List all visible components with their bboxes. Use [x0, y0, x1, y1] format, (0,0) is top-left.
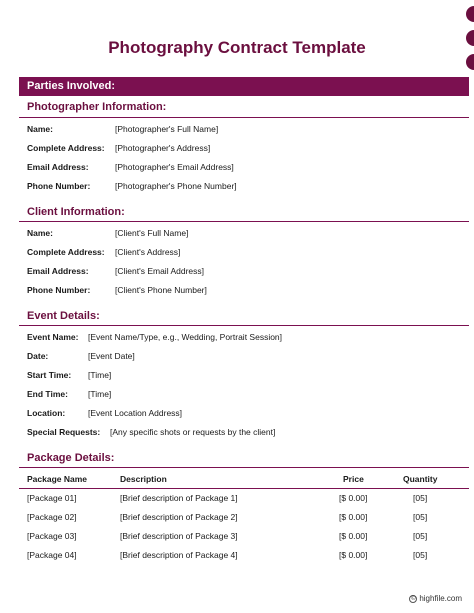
field-label: Complete Address:: [27, 247, 105, 257]
field-value: [Event Location Address]: [88, 408, 183, 418]
table-cell: [05]: [413, 531, 428, 541]
table-cell: [Package 03]: [27, 531, 77, 541]
footer-credit: [409, 594, 462, 603]
decor-dot: [466, 6, 474, 22]
page-title: Photography Contract Template: [108, 38, 366, 57]
field-label: Complete Address:: [27, 143, 105, 153]
field-value: [Event Name/Type, e.g., Wedding, Portrait Session]: [88, 332, 283, 342]
field-label: Start Time:: [27, 370, 72, 380]
divider: [19, 488, 469, 489]
field-value: [Client's Full Name]: [115, 228, 189, 238]
column-header: Quantity: [403, 474, 438, 484]
section-banner: Parties Involved:: [19, 77, 469, 96]
table-cell: [$ 0.00]: [339, 493, 368, 503]
column-header: Package Name: [27, 474, 88, 484]
field-label: Phone Number:: [27, 181, 91, 191]
table-cell: [Brief description of Package 3]: [120, 531, 238, 541]
field-value: [Time]: [88, 389, 112, 399]
table-cell: [$ 0.00]: [339, 512, 368, 522]
table-cell: [Brief description of Package 1]: [120, 493, 238, 503]
table-cell: [Brief description of Package 2]: [120, 512, 238, 522]
field-label: Name:: [27, 228, 53, 238]
field-value: [Client's Phone Number]: [115, 285, 207, 295]
field-label: Date:: [27, 351, 49, 361]
field-value: [Photographer's Full Name]: [115, 124, 219, 134]
table-cell: [$ 0.00]: [339, 531, 368, 541]
table-cell: [Package 02]: [27, 512, 77, 522]
table-cell: [Package 04]: [27, 550, 77, 560]
field-label: Location:: [27, 408, 66, 418]
copyright-icon: ©: [411, 595, 416, 602]
table-cell: [$ 0.00]: [339, 550, 368, 560]
field-value: [Photographer's Address]: [115, 143, 211, 153]
field-label: Email Address:: [27, 266, 89, 276]
column-header: Price: [343, 474, 364, 484]
table-cell: [05]: [413, 550, 428, 560]
field-label: Special Requests:: [27, 427, 101, 437]
field-label: End Time:: [27, 389, 68, 399]
field-value: [Client's Email Address]: [115, 266, 205, 276]
divider: [19, 325, 469, 326]
column-header: Description: [120, 474, 167, 484]
field-label: Email Address:: [27, 162, 89, 172]
package-heading: Package Details:: [27, 452, 115, 464]
field-value: [Photographer's Email Address]: [115, 162, 234, 172]
field-value: [Client's Address]: [115, 247, 181, 257]
footer-text: highfile.com: [419, 594, 462, 603]
divider: [19, 221, 469, 222]
photographer-heading: Photographer Information:: [27, 101, 167, 113]
divider: [19, 117, 469, 118]
divider: [19, 467, 469, 468]
client-heading: Client Information:: [27, 206, 125, 218]
field-label: Phone Number:: [27, 285, 91, 295]
field-value: [Any specific shots or requests by the client]: [110, 427, 276, 437]
field-value: [Event Date]: [88, 351, 135, 361]
field-value: [Photographer's Phone Number]: [115, 181, 237, 191]
table-cell: [05]: [413, 512, 428, 522]
table-cell: [Brief description of Package 4]: [120, 550, 238, 560]
table-cell: [Package 01]: [27, 493, 77, 503]
event-heading: Event Details:: [27, 310, 100, 322]
table-cell: [05]: [413, 493, 428, 503]
field-label: Event Name:: [27, 332, 79, 342]
field-label: Name:: [27, 124, 53, 134]
field-value: [Time]: [88, 370, 112, 380]
